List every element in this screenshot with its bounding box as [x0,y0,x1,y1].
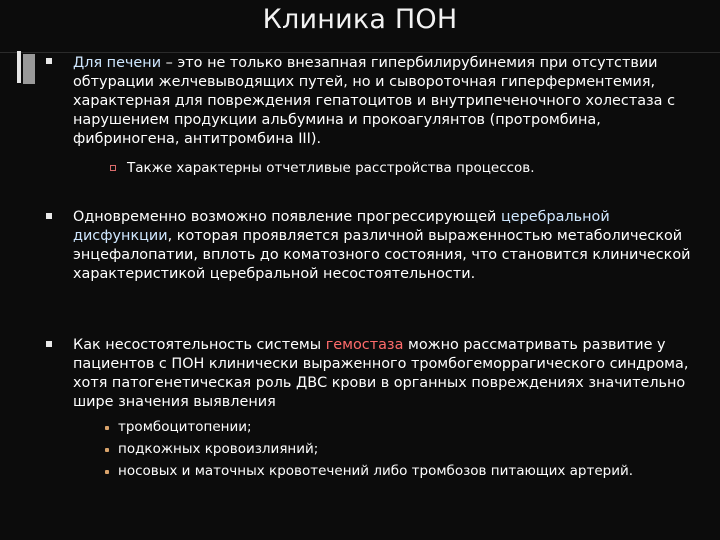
slide-title: Клиника ПОН [262,4,458,35]
term-hemostasis: гемостаза [325,337,404,353]
list-marker-3 [105,470,109,474]
paragraph-liver [73,54,685,149]
list-marker-1 [105,426,109,430]
title-divider [0,52,720,53]
list-item-2: подкожных кровоизлияний; [118,441,319,457]
paragraph-hemostasis-rest: можно рассматривать развитие у пациентов с ПОН клинически выраженного тромбогеморрагического синдрома, хотя патогенетическая роль ДВС крови в органных повреждениях значительно шире значения выявления [73,337,689,410]
decor-bar-left [17,51,21,83]
sub-bullet-text: Также характерны отчетливые расстройства процессов. [127,160,535,176]
paragraph-liver-text: – это не только внезапная гипербилирубинемия при отсутствии обтурации желчевыводящих путей, но и сывороточная гиперферментемия, характерная для повреждения гепатоцитов и внутрипеченочного холестаза с нарушением продукции альбумина и прокоагулянтов (протромбина, фибриногена, антитромбина III). [73,55,675,147]
paragraph-cerebral [73,208,693,284]
bullet-square-2 [46,213,52,219]
list-item-3: носовых и маточных кровотечений либо тромбозов питающих артерий. [118,463,634,479]
bullet-square-1 [46,58,52,64]
paragraph-hemostasis [73,336,703,412]
paragraph-cerebral-start: Одновременно возможно появление прогрессирующей [73,209,501,225]
sub-bullet-marker [110,165,116,171]
term-liver: Для печени [73,55,162,71]
list-marker-2 [105,448,109,452]
list-item-1: тромбоцитопении; [118,419,252,435]
decor-bar-right [23,54,35,84]
paragraph-cerebral-rest: , которая проявляется различной выраженностью метаболической энцефалопатии, вплоть до коматозного состояния, что становится клинической характеристикой церебральной несостоятельности. [73,228,691,282]
bullet-square-3 [46,341,52,347]
term-cerebral-dysfunction: церебральной дисфункции [73,209,610,244]
paragraph-hemostasis-start: Как несостоятельность системы [73,337,326,353]
